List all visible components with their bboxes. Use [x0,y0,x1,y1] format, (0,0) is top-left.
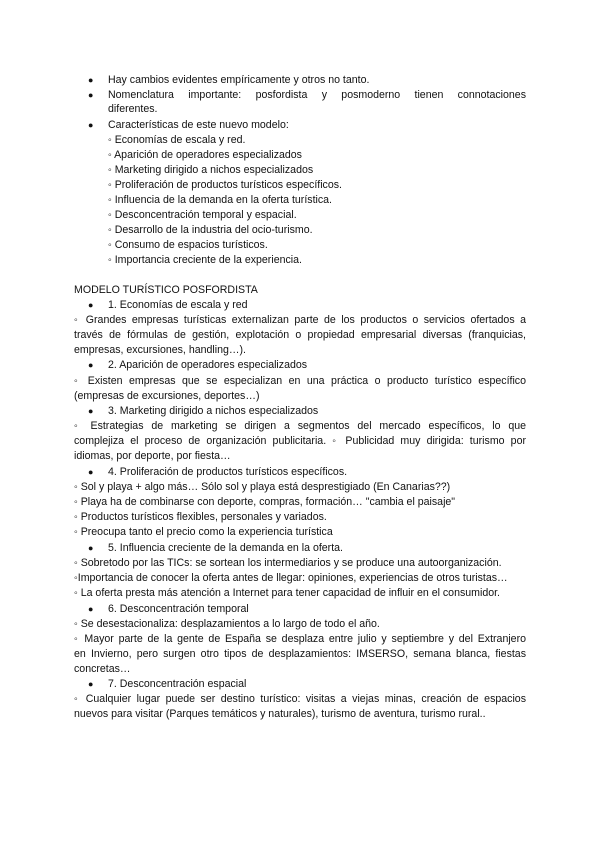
intro-bullet-2-cont: diferentes. [108,103,158,115]
feature-item: ◦ Economías de escala y red. [108,134,246,146]
section-3-line: idiomas, por deporte, por fiesta… [74,450,231,462]
bullet-dot-icon: ● [88,679,94,689]
feature-item: ◦ Consumo de espacios turísticos. [108,239,268,251]
bullet-dot-icon: ● [88,90,94,100]
section-1-line: ◦ Grandes empresas turísticas externalizan parte de los productos o servicios ofertados a [74,314,526,326]
feature-item: ◦ Desconcentración temporal y espacial. [108,209,297,221]
section-heading-7: 7. Desconcentración espacial [108,678,247,690]
section-heading-6: 6. Desconcentración temporal [108,603,249,615]
intro-bullet-1: Hay cambios evidentes empíricamente y otros no tanto. [108,74,370,86]
section-6-line: en Invierno, pero surgen otro tipos de desplazamientos: IMSERSO, semana blanca, fiestas [74,648,526,660]
section-3-line: complejiza el proceso de organización publicitaria. ◦ Publicidad muy dirigida: turismo por [74,435,526,447]
section-4-line: ◦ Playa ha de combinarse con deporte, compras, formación… "cambia el paisaje" [74,496,456,508]
section-7-line: ◦ Cualquier lugar puede ser destino turístico: visitas a viejas minas, creación de espacios [74,693,526,705]
feature-item: ◦ Desarrollo de la industria del ocio-turismo. [108,224,313,236]
section-heading-5: 5. Influencia creciente de la demanda en la oferta. [108,542,343,554]
section-5-line: ◦ Sobretodo por las TICs: se sortean los intermediarios y se produce una autoorganización. [74,557,502,569]
section-4-line: ◦ Sol y playa + algo más… Sólo sol y playa está desprestigiado (En Canarias??) [74,481,451,493]
section-6-line: concretas… [74,663,131,675]
feature-item: ◦ Aparición de operadores especializados [108,149,302,161]
bullet-dot-icon: ● [88,300,94,310]
section-heading-2: 2. Aparición de operadores especializados [108,359,308,371]
section-5-line: ◦Importancia de conocer la oferta antes de llegar: opiniones, experiencias de otros turistas… [74,572,508,584]
bullet-dot-icon: ● [88,75,94,85]
section-5-line: ◦ La oferta presta más atención a Internet para tener capacidad de influir en el consumidor. [74,587,500,599]
feature-item: ◦ Influencia de la demanda en la oferta turística. [108,194,333,206]
bullet-dot-icon: ● [88,604,94,614]
section-2-line: ◦ Existen empresas que se especializan en una práctica o producto turístico específico [74,375,526,387]
bullet-dot-icon: ● [88,406,94,416]
section-title: MODELO TURÍSTICO POSFORDISTA [74,284,258,296]
section-heading-1: 1. Economías de escala y red [108,299,248,311]
bullet-dot-icon: ● [88,543,94,553]
bullet-dot-icon: ● [88,467,94,477]
section-6-line: ◦ Mayor parte de la gente de España se desplaza entre julio y septiembre y del Extranjero [74,633,526,645]
section-2-line: (empresas de excursiones, deportes…) [74,390,260,402]
bullet-dot-icon: ● [88,120,94,130]
section-6-line: ◦ Se desestacionaliza: desplazamientos a lo largo de todo el año. [74,618,380,630]
intro-bullet-3: Características de este nuevo modelo: [108,119,289,131]
feature-item: ◦ Marketing dirigido a nichos especializados [108,164,314,176]
section-heading-4: 4. Proliferación de productos turísticos específicos. [108,466,348,478]
section-4-line: ◦ Productos turísticos flexibles, personales y variados. [74,511,327,523]
bullet-dot-icon: ● [88,360,94,370]
intro-bullet-2: Nomenclatura importante: posfordista y posmoderno tienen connotaciones [108,89,526,101]
section-heading-3: 3. Marketing dirigido a nichos especializados [108,405,319,417]
section-1-line: través de fórmulas de gestión, explotación o propiedad empresarial diversas (franquicias, [74,329,526,341]
section-1-line: empresas, excursiones, handling…). [74,344,246,356]
section-3-line: ◦ Estrategias de marketing se dirigen a segmentos del mercado específicos, lo que [74,420,526,432]
feature-item: ◦ Proliferación de productos turísticos específicos. [108,179,342,191]
section-7-line: nuevos para visitar (Parques temáticos y naturales), turismo de aventura, turismo rural.. [74,708,486,720]
section-4-line: ◦ Preocupa tanto el precio como la experiencia turística [74,526,333,538]
feature-item: ◦ Importancia creciente de la experiencia. [108,254,302,266]
